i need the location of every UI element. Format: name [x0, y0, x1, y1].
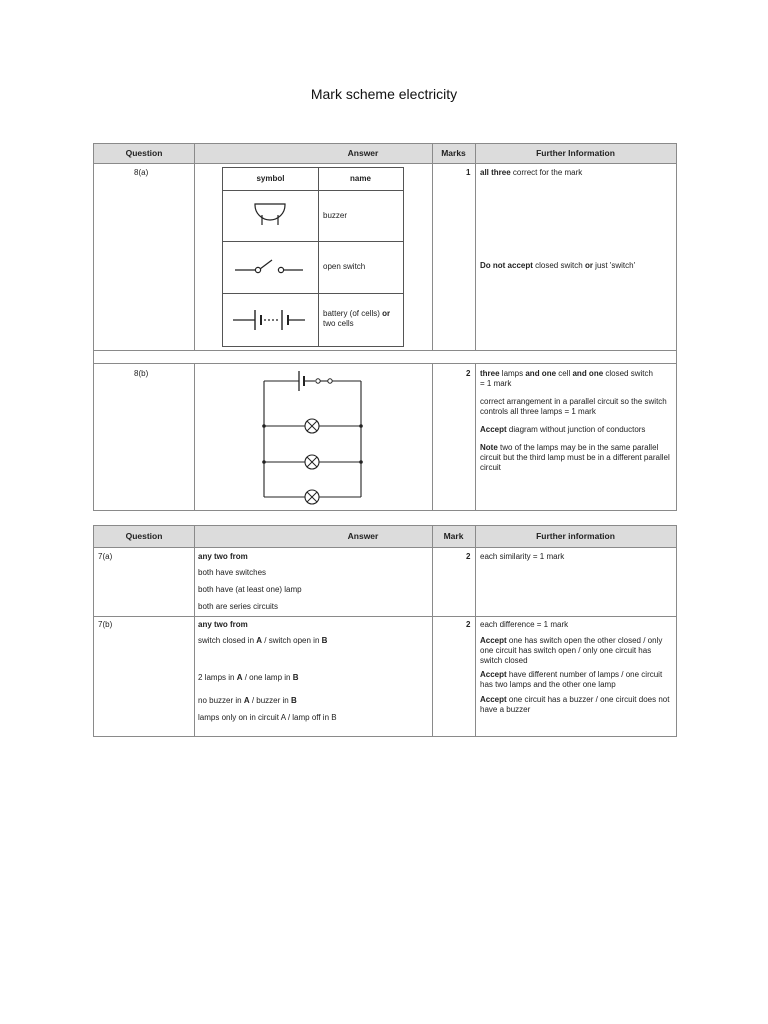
further-info-8b-3: Accept diagram without junction of conductors: [480, 425, 646, 434]
further-info-7b-1: each difference = 1 mark: [480, 620, 569, 629]
answer-item: 2 lamps in A / one lamp in B: [198, 673, 299, 682]
answer-item: lamps only on in circuit A / lamp off in B: [198, 713, 337, 722]
header-further-information: Further information: [536, 531, 615, 541]
buzzer-symbol-icon: [253, 201, 287, 227]
mark-value: 2: [466, 620, 471, 629]
answer-item: both are series circuits: [198, 602, 279, 611]
symbol-header: symbol: [256, 174, 285, 183]
name-header: name: [350, 174, 371, 183]
inner-divider: [223, 190, 403, 191]
inner-divider: [223, 241, 403, 242]
further-info-8b-2: correct arrangement in a parallel circuit so the switch controls all three lamps = 1 mark: [480, 397, 667, 416]
column-divider: [475, 144, 476, 510]
battery-symbol-icon: [233, 309, 307, 331]
further-info-7b-3: Accept have different number of lamps / one circuit has two lamps and the other one lamp: [480, 670, 663, 689]
header-answer: Answer: [194, 144, 532, 164]
row-divider: [94, 616, 676, 617]
further-info-8b-4: Note two of the lamps may be in the same parallel circuit but the third lamp must be in a different parallel circuit: [480, 443, 670, 472]
answer-item: both have (at least one) lamp: [198, 585, 302, 594]
lamp-branch: [264, 490, 361, 504]
mark-scheme-table-7: [93, 525, 677, 737]
question-number: 7(a): [98, 552, 113, 561]
column-divider: [475, 526, 476, 736]
symbol-table: [222, 167, 404, 347]
row-gap: [94, 351, 676, 364]
column-divider: [194, 526, 195, 736]
symbol-name-open-switch: open switch: [323, 262, 366, 271]
question-number: 8(b): [134, 369, 149, 378]
further-info-8b-1: three lamps and one cell and one closed switch = 1 mark: [480, 369, 653, 388]
mark-value: 1: [466, 168, 471, 177]
answer-heading: any two from: [198, 620, 248, 629]
answer-heading: any two from: [198, 552, 248, 561]
page-title: Mark scheme electricity: [310, 86, 458, 102]
inner-divider: [318, 168, 319, 346]
further-info-7a: each similarity = 1 mark: [480, 552, 565, 561]
answer-item: switch closed in A / switch open in B: [198, 636, 328, 645]
lamp-branch: [264, 455, 361, 469]
further-info-8a-2: Do not accept closed switch or just 'switch': [480, 261, 636, 270]
further-info-7b-2: Accept one has switch open the other closed / only one circuit has switch open / only one circuit has switch closed: [480, 636, 663, 665]
lamp-branch: [264, 419, 361, 433]
answer-item: no buzzer in A / buzzer in B: [198, 696, 297, 705]
parallel-circuit-diagram-icon: [260, 369, 366, 501]
question-number: 8(a): [134, 168, 149, 177]
header-answer: Answer: [347, 531, 379, 541]
further-info-7b-4: Accept one circuit has a buzzer / one circuit does not have a buzzer: [480, 695, 670, 714]
symbol-name-battery: battery (of cells) or two cells: [323, 309, 391, 328]
header-further-information: Further Information: [475, 144, 676, 164]
question-number: 7(b): [98, 620, 113, 629]
mark-value: 2: [466, 369, 471, 378]
column-divider: [194, 144, 195, 510]
column-divider: [432, 144, 433, 510]
mark-scheme-table-8: [93, 143, 677, 511]
header-question: Question: [94, 144, 194, 164]
open-switch-symbol-icon: [235, 258, 305, 274]
further-info-8a-1: all three correct for the mark: [480, 168, 583, 177]
header-mark: Mark: [443, 531, 464, 541]
column-divider: [432, 526, 433, 736]
symbol-name-buzzer: buzzer: [323, 211, 348, 220]
mark-value: 2: [466, 552, 471, 561]
answer-item: both have switches: [198, 568, 267, 577]
header-marks: Marks: [432, 144, 475, 164]
inner-divider: [223, 293, 403, 294]
header-question: Question: [125, 531, 163, 541]
